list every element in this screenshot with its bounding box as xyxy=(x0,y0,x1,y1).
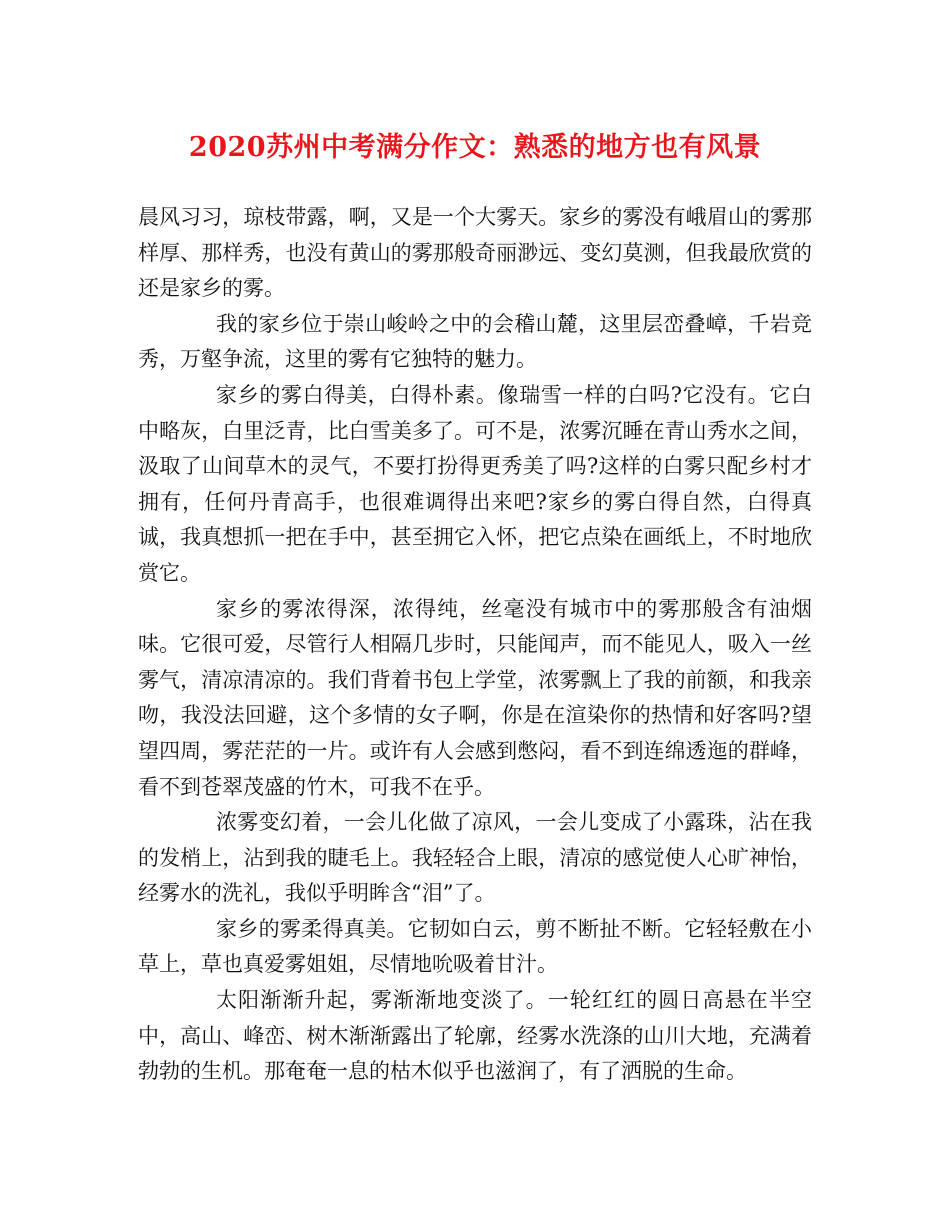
paragraph-3: 家乡的雾白得美，白得朴素。像瑞雪一样的白吗?它没有。它白中略灰，白里泛青，比白雪美多了。可不是，浓雾沉睡在青山秀水之间，汲取了山间草木的灵气，不要打扮得更秀美了吗?这样的白雾只配乡村才拥有，任何丹青高手，也很难调得出来吧?家乡的雾白得自然，白得真诚，我真想抓一把在手中，甚至拥它入怀，把它点染在画纸上，不时地欣赏它。 xyxy=(138,382,812,585)
paragraph-6: 家乡的雾柔得真美。它韧如白云，剪不断扯不断。它轻轻敷在小草上，草也真爱雾姐姐，尽情地吮吸着甘汁。 xyxy=(138,916,812,977)
document-title: 2020苏州中考满分作文：熟悉的地方也有风景 xyxy=(188,132,762,163)
paragraph-1: 晨风习习，琼枝带露，啊，又是一个大雾天。家乡的雾没有峨眉山的雾那样厚、那样秀，也没有黄山的雾那般奇丽渺远、变幻莫测，但我最欣赏的还是家乡的雾。 xyxy=(138,205,812,301)
essay-body xyxy=(138,200,812,1090)
paragraph-5: 浓雾变幻着，一会儿化做了凉风，一会儿变成了小露珠，沾在我的发梢上，沾到我的睫毛上。我轻轻合上眼，清凉的感觉使人心旷神怡，经雾水的洗礼，我似乎明眸含“泪”了。 xyxy=(138,810,812,906)
paragraph-7: 太阳渐渐升起，雾渐渐地变淡了。一轮红红的圆日高悬在半空中，高山、峰峦、树木渐渐露出了轮廓，经雾水洗涤的山川大地，充满着勃勃的生机。那奄奄一息的枯木似乎也滋润了，有了洒脱的生命。 xyxy=(138,988,812,1084)
paragraph-2: 我的家乡位于崇山峻岭之中的会稽山麓，这里层峦叠嶂，千岩竞秀，万壑争流，这里的雾有它独特的魅力。 xyxy=(138,311,812,372)
paragraph-4: 家乡的雾浓得深，浓得纯，丝毫没有城市中的雾那般含有油烟味。它很可爱，尽管行人相隔几步时，只能闻声，而不能见人，吸入一丝雾气，清凉清凉的。我们背着书包上学堂，浓雾飘上了我的前额，和我亲吻，我没法回避，这个多情的女子啊，你是在渲染你的热情和好客吗?望望四周，雾茫茫的一片。或许有人会感到憋闷，看不到连绵透迤的群峰，看不到苍翠茂盛的竹木，可我不在乎。 xyxy=(138,596,812,799)
